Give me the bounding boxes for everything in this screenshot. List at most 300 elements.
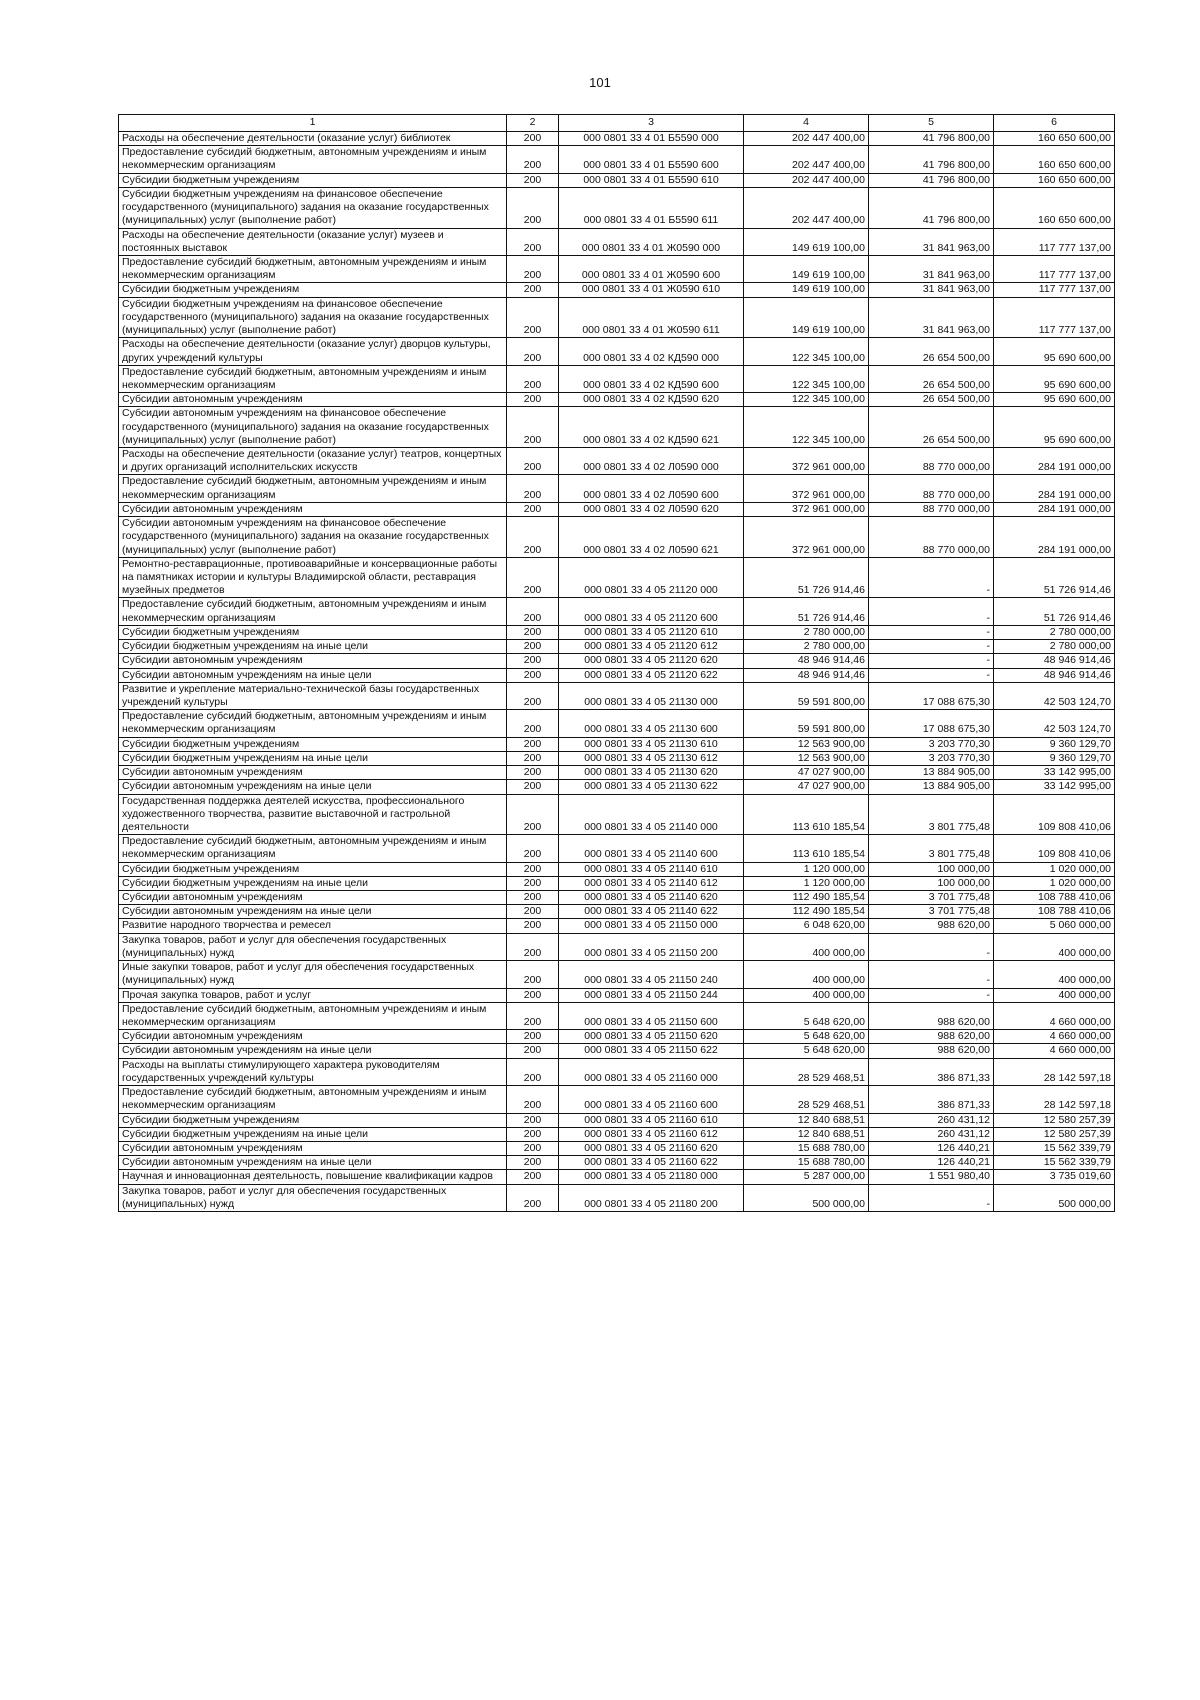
cell-budget-code: 000 0801 33 4 05 21150 244 — [559, 988, 744, 1002]
cell-admin-code: 200 — [507, 517, 559, 558]
cell-admin-code: 200 — [507, 1141, 559, 1155]
cell-budget-code: 000 0801 33 4 05 21180 200 — [559, 1184, 744, 1211]
cell-unexecuted: 33 142 995,00 — [994, 780, 1115, 794]
cell-admin-code: 200 — [507, 1113, 559, 1127]
cell-approved: 202 447 400,00 — [744, 146, 869, 173]
cell-approved: 15 688 780,00 — [744, 1156, 869, 1170]
cell-admin-code: 200 — [507, 737, 559, 751]
column-header-name: 1 — [119, 115, 507, 132]
table-row — [119, 1184, 1115, 1211]
cell-unexecuted: 12 580 257,39 — [994, 1127, 1115, 1141]
cell-budget-code: 000 0801 33 4 02 Л0590 621 — [559, 517, 744, 558]
cell-admin-code: 200 — [507, 1156, 559, 1170]
cell-executed: 88 770 000,00 — [869, 475, 994, 502]
cell-name: Субсидии бюджетным учреждениям — [119, 173, 507, 187]
table-row — [119, 682, 1115, 709]
cell-admin-code: 200 — [507, 1170, 559, 1184]
cell-name: Субсидии бюджетным учреждениям — [119, 737, 507, 751]
cell-approved: 113 610 185,54 — [744, 794, 869, 835]
cell-budget-code: 000 0801 33 4 05 21140 600 — [559, 835, 744, 862]
cell-executed: 386 871,33 — [869, 1086, 994, 1113]
cell-unexecuted: 117 777 137,00 — [994, 297, 1115, 338]
cell-unexecuted: 4 660 000,00 — [994, 1030, 1115, 1044]
cell-name: Субсидии бюджетным учреждениям на иные цели — [119, 876, 507, 890]
table-row — [119, 407, 1115, 448]
cell-executed: 126 440,21 — [869, 1141, 994, 1155]
cell-name: Предоставление субсидий бюджетным, автономным учреждениям и иным некоммерческим организациям — [119, 598, 507, 625]
table-row — [119, 598, 1115, 625]
cell-approved: 2 780 000,00 — [744, 625, 869, 639]
column-header-approved: 4 — [744, 115, 869, 132]
cell-executed: 988 620,00 — [869, 1030, 994, 1044]
table-row — [119, 862, 1115, 876]
cell-executed: 1 551 980,40 — [869, 1170, 994, 1184]
cell-executed: 31 841 963,00 — [869, 228, 994, 255]
cell-name: Субсидии автономным учреждениям на иные цели — [119, 780, 507, 794]
cell-executed: 988 620,00 — [869, 1044, 994, 1058]
cell-unexecuted: 160 650 600,00 — [994, 173, 1115, 187]
cell-admin-code: 200 — [507, 283, 559, 297]
cell-executed: 26 654 500,00 — [869, 393, 994, 407]
cell-approved: 122 345 100,00 — [744, 338, 869, 365]
cell-admin-code: 200 — [507, 146, 559, 173]
cell-budget-code: 000 0801 33 4 01 Ж0590 000 — [559, 228, 744, 255]
cell-executed: 26 654 500,00 — [869, 407, 994, 448]
cell-unexecuted: 108 788 410,06 — [994, 905, 1115, 919]
cell-unexecuted: 28 142 597,18 — [994, 1058, 1115, 1085]
cell-name: Субсидии бюджетным учреждениям — [119, 625, 507, 639]
cell-approved: 112 490 185,54 — [744, 905, 869, 919]
cell-admin-code: 200 — [507, 1184, 559, 1211]
cell-unexecuted: 95 690 600,00 — [994, 393, 1115, 407]
cell-budget-code: 000 0801 33 4 05 21150 240 — [559, 961, 744, 988]
cell-budget-code: 000 0801 33 4 05 21160 600 — [559, 1086, 744, 1113]
cell-unexecuted: 2 780 000,00 — [994, 640, 1115, 654]
cell-admin-code: 200 — [507, 710, 559, 737]
cell-name: Расходы на выплаты стимулирующего характера руководителям государственных учреждений культуры — [119, 1058, 507, 1085]
column-header-executed: 5 — [869, 115, 994, 132]
cell-budget-code: 000 0801 33 4 05 21120 620 — [559, 654, 744, 668]
cell-approved: 149 619 100,00 — [744, 297, 869, 338]
cell-unexecuted: 500 000,00 — [994, 1184, 1115, 1211]
table-row — [119, 625, 1115, 639]
cell-unexecuted: 95 690 600,00 — [994, 407, 1115, 448]
cell-admin-code: 200 — [507, 794, 559, 835]
cell-name: Развитие народного творчества и ремесел — [119, 919, 507, 933]
cell-budget-code: 000 0801 33 4 01 Б5590 600 — [559, 146, 744, 173]
table-header-row — [119, 115, 1115, 132]
cell-admin-code: 200 — [507, 132, 559, 146]
cell-admin-code: 200 — [507, 173, 559, 187]
cell-budget-code: 000 0801 33 4 01 Б5590 611 — [559, 187, 744, 228]
cell-unexecuted: 95 690 600,00 — [994, 338, 1115, 365]
table-row — [119, 988, 1115, 1002]
cell-admin-code: 200 — [507, 448, 559, 475]
cell-approved: 372 961 000,00 — [744, 475, 869, 502]
cell-unexecuted: 284 191 000,00 — [994, 502, 1115, 516]
cell-unexecuted: 4 660 000,00 — [994, 1044, 1115, 1058]
cell-approved: 149 619 100,00 — [744, 283, 869, 297]
cell-unexecuted: 109 808 410,06 — [994, 794, 1115, 835]
cell-name: Предоставление субсидий бюджетным, автономным учреждениям и иным некоммерческим организациям — [119, 255, 507, 282]
cell-admin-code: 200 — [507, 598, 559, 625]
cell-name: Научная и инновационная деятельность, повышение квалификации кадров — [119, 1170, 507, 1184]
table-row — [119, 297, 1115, 338]
cell-admin-code: 200 — [507, 625, 559, 639]
cell-admin-code: 200 — [507, 919, 559, 933]
cell-executed: 88 770 000,00 — [869, 448, 994, 475]
cell-executed: - — [869, 668, 994, 682]
cell-approved: 400 000,00 — [744, 961, 869, 988]
cell-approved: 372 961 000,00 — [744, 448, 869, 475]
cell-executed: 126 440,21 — [869, 1156, 994, 1170]
cell-approved: 202 447 400,00 — [744, 187, 869, 228]
cell-executed: 386 871,33 — [869, 1058, 994, 1085]
cell-budget-code: 000 0801 33 4 05 21120 000 — [559, 557, 744, 598]
cell-name: Предоставление субсидий бюджетным, автономным учреждениям и иным некоммерческим организациям — [119, 365, 507, 392]
cell-executed: 17 088 675,30 — [869, 710, 994, 737]
table-row — [119, 876, 1115, 890]
cell-budget-code: 000 0801 33 4 05 21130 622 — [559, 780, 744, 794]
table-row — [119, 1002, 1115, 1029]
cell-executed: - — [869, 640, 994, 654]
cell-unexecuted: 1 020 000,00 — [994, 876, 1115, 890]
cell-unexecuted: 15 562 339,79 — [994, 1141, 1115, 1155]
cell-executed: 26 654 500,00 — [869, 338, 994, 365]
cell-approved: 51 726 914,46 — [744, 557, 869, 598]
cell-admin-code: 200 — [507, 668, 559, 682]
table-row — [119, 1044, 1115, 1058]
table-row — [119, 766, 1115, 780]
cell-name: Субсидии бюджетным учреждениям — [119, 862, 507, 876]
cell-approved: 5 287 000,00 — [744, 1170, 869, 1184]
table-row — [119, 794, 1115, 835]
cell-name: Субсидии автономным учреждениям — [119, 891, 507, 905]
cell-executed: - — [869, 557, 994, 598]
cell-approved: 5 648 620,00 — [744, 1030, 869, 1044]
cell-executed: 31 841 963,00 — [869, 297, 994, 338]
table-row — [119, 751, 1115, 765]
cell-name: Субсидии бюджетным учреждениям на иные цели — [119, 640, 507, 654]
table-row — [119, 132, 1115, 146]
cell-name: Субсидии бюджетным учреждениям на финансовое обеспечение государственного (муниципального) задания на оказание государственных (муниципальных) услуг (выполнение работ) — [119, 297, 507, 338]
cell-admin-code: 200 — [507, 297, 559, 338]
cell-admin-code: 200 — [507, 187, 559, 228]
cell-budget-code: 000 0801 33 4 01 Б5590 000 — [559, 132, 744, 146]
cell-unexecuted: 95 690 600,00 — [994, 365, 1115, 392]
cell-admin-code: 200 — [507, 393, 559, 407]
table-row — [119, 1170, 1115, 1184]
cell-unexecuted: 284 191 000,00 — [994, 448, 1115, 475]
cell-admin-code: 200 — [507, 640, 559, 654]
cell-budget-code: 000 0801 33 4 01 Б5590 610 — [559, 173, 744, 187]
cell-budget-code: 000 0801 33 4 05 21140 620 — [559, 891, 744, 905]
cell-unexecuted: 48 946 914,46 — [994, 654, 1115, 668]
cell-executed: - — [869, 625, 994, 639]
cell-approved: 122 345 100,00 — [744, 365, 869, 392]
cell-admin-code: 200 — [507, 255, 559, 282]
cell-approved: 122 345 100,00 — [744, 407, 869, 448]
cell-executed: 988 620,00 — [869, 1002, 994, 1029]
cell-unexecuted: 117 777 137,00 — [994, 255, 1115, 282]
table-row — [119, 1086, 1115, 1113]
cell-budget-code: 000 0801 33 4 05 21130 612 — [559, 751, 744, 765]
cell-executed: 31 841 963,00 — [869, 283, 994, 297]
column-header-kbk: 3 — [559, 115, 744, 132]
table-row — [119, 173, 1115, 187]
cell-name: Предоставление субсидий бюджетным, автономным учреждениям и иным некоммерческим организациям — [119, 710, 507, 737]
page-number: 101 — [589, 75, 611, 90]
cell-unexecuted: 12 580 257,39 — [994, 1113, 1115, 1127]
cell-budget-code: 000 0801 33 4 05 21160 000 — [559, 1058, 744, 1085]
cell-executed: - — [869, 598, 994, 625]
cell-executed: 41 796 800,00 — [869, 187, 994, 228]
table-row — [119, 448, 1115, 475]
cell-admin-code: 200 — [507, 654, 559, 668]
cell-name: Предоставление субсидий бюджетным, автономным учреждениям и иным некоммерческим организациям — [119, 1002, 507, 1029]
cell-executed: 3 203 770,30 — [869, 737, 994, 751]
cell-approved: 149 619 100,00 — [744, 255, 869, 282]
cell-name: Предоставление субсидий бюджетным, автономным учреждениям и иным некоммерческим организациям — [119, 475, 507, 502]
cell-admin-code: 200 — [507, 407, 559, 448]
cell-approved: 28 529 468,51 — [744, 1058, 869, 1085]
cell-executed: 41 796 800,00 — [869, 146, 994, 173]
cell-admin-code: 200 — [507, 475, 559, 502]
cell-approved: 500 000,00 — [744, 1184, 869, 1211]
cell-approved: 400 000,00 — [744, 988, 869, 1002]
table-row — [119, 737, 1115, 751]
cell-budget-code: 000 0801 33 4 05 21140 622 — [559, 905, 744, 919]
cell-executed: 988 620,00 — [869, 919, 994, 933]
cell-admin-code: 200 — [507, 338, 559, 365]
cell-name: Субсидии автономным учреждениям на финансовое обеспечение государственного (муниципального) задания на оказание государственных (муниципальных) услуг (выполнение работ) — [119, 407, 507, 448]
cell-admin-code: 200 — [507, 228, 559, 255]
table-row — [119, 1141, 1115, 1155]
cell-approved: 47 027 900,00 — [744, 766, 869, 780]
cell-unexecuted: 51 726 914,46 — [994, 557, 1115, 598]
cell-admin-code: 200 — [507, 751, 559, 765]
cell-executed: 3 801 775,48 — [869, 794, 994, 835]
cell-admin-code: 200 — [507, 1058, 559, 1085]
cell-approved: 48 946 914,46 — [744, 654, 869, 668]
cell-approved: 122 345 100,00 — [744, 393, 869, 407]
cell-budget-code: 000 0801 33 4 05 21150 000 — [559, 919, 744, 933]
cell-unexecuted: 1 020 000,00 — [994, 862, 1115, 876]
cell-budget-code: 000 0801 33 4 02 Л0590 620 — [559, 502, 744, 516]
cell-name: Закупка товаров, работ и услуг для обеспечения государственных (муниципальных) нужд — [119, 1184, 507, 1211]
table-row — [119, 1058, 1115, 1085]
cell-executed: 3 801 775,48 — [869, 835, 994, 862]
cell-approved: 5 648 620,00 — [744, 1002, 869, 1029]
cell-budget-code: 000 0801 33 4 05 21140 000 — [559, 794, 744, 835]
cell-unexecuted: 160 650 600,00 — [994, 187, 1115, 228]
cell-admin-code: 200 — [507, 682, 559, 709]
cell-budget-code: 000 0801 33 4 02 КД590 620 — [559, 393, 744, 407]
cell-approved: 5 648 620,00 — [744, 1044, 869, 1058]
cell-admin-code: 200 — [507, 557, 559, 598]
cell-admin-code: 200 — [507, 1044, 559, 1058]
table-row — [119, 891, 1115, 905]
cell-budget-code: 000 0801 33 4 05 21150 622 — [559, 1044, 744, 1058]
cell-admin-code: 200 — [507, 891, 559, 905]
cell-name: Предоставление субсидий бюджетным, автономным учреждениям и иным некоммерческим организациям — [119, 835, 507, 862]
cell-budget-code: 000 0801 33 4 05 21130 610 — [559, 737, 744, 751]
cell-unexecuted: 3 735 019,60 — [994, 1170, 1115, 1184]
table-row — [119, 835, 1115, 862]
cell-name: Субсидии автономным учреждениям — [119, 1141, 507, 1155]
cell-approved: 1 120 000,00 — [744, 876, 869, 890]
cell-executed: 3 701 775,48 — [869, 891, 994, 905]
budget-table — [118, 114, 1115, 1212]
cell-unexecuted: 284 191 000,00 — [994, 517, 1115, 558]
table-row — [119, 668, 1115, 682]
cell-executed: 260 431,12 — [869, 1113, 994, 1127]
cell-name: Субсидии автономным учреждениям на иные цели — [119, 668, 507, 682]
cell-unexecuted: 28 142 597,18 — [994, 1086, 1115, 1113]
cell-budget-code: 000 0801 33 4 05 21150 620 — [559, 1030, 744, 1044]
cell-admin-code: 200 — [507, 933, 559, 960]
cell-approved: 113 610 185,54 — [744, 835, 869, 862]
cell-approved: 202 447 400,00 — [744, 132, 869, 146]
cell-name: Расходы на обеспечение деятельности (оказание услуг) дворцов культуры, других учреждений культуры — [119, 338, 507, 365]
cell-name: Субсидии автономным учреждениям на иные цели — [119, 1044, 507, 1058]
cell-name: Субсидии автономным учреждениям — [119, 502, 507, 516]
cell-admin-code: 200 — [507, 876, 559, 890]
cell-admin-code: 200 — [507, 961, 559, 988]
table-row — [119, 710, 1115, 737]
cell-unexecuted: 42 503 124,70 — [994, 682, 1115, 709]
cell-approved: 15 688 780,00 — [744, 1141, 869, 1155]
cell-name: Субсидии автономным учреждениям — [119, 393, 507, 407]
cell-budget-code: 000 0801 33 4 05 21160 620 — [559, 1141, 744, 1155]
cell-budget-code: 000 0801 33 4 01 Ж0590 600 — [559, 255, 744, 282]
cell-executed: 3 203 770,30 — [869, 751, 994, 765]
cell-name: Расходы на обеспечение деятельности (оказание услуг) библиотек — [119, 132, 507, 146]
table-row — [119, 338, 1115, 365]
cell-admin-code: 200 — [507, 1002, 559, 1029]
cell-approved: 51 726 914,46 — [744, 598, 869, 625]
cell-budget-code: 000 0801 33 4 05 21120 610 — [559, 625, 744, 639]
cell-unexecuted: 2 780 000,00 — [994, 625, 1115, 639]
cell-admin-code: 200 — [507, 835, 559, 862]
table-row — [119, 905, 1115, 919]
cell-admin-code: 200 — [507, 1030, 559, 1044]
cell-name: Закупка товаров, работ и услуг для обеспечения государственных (муниципальных) нужд — [119, 933, 507, 960]
table-row — [119, 255, 1115, 282]
cell-name: Субсидии автономным учреждениям — [119, 654, 507, 668]
cell-executed: - — [869, 654, 994, 668]
cell-budget-code: 000 0801 33 4 05 21130 000 — [559, 682, 744, 709]
cell-name: Расходы на обеспечение деятельности (оказание услуг) театров, концертных и других организаций исполнительских искусств — [119, 448, 507, 475]
table-row — [119, 557, 1115, 598]
cell-executed: 3 701 775,48 — [869, 905, 994, 919]
cell-executed: - — [869, 933, 994, 960]
cell-name: Развитие и укрепление материально-технической базы государственных учреждений культуры — [119, 682, 507, 709]
table-row — [119, 475, 1115, 502]
cell-budget-code: 000 0801 33 4 05 21120 612 — [559, 640, 744, 654]
table-row — [119, 933, 1115, 960]
table-row — [119, 961, 1115, 988]
column-header-unexecuted: 6 — [994, 115, 1115, 132]
cell-admin-code: 200 — [507, 862, 559, 876]
cell-name: Субсидии бюджетным учреждениям на иные цели — [119, 751, 507, 765]
cell-approved: 48 946 914,46 — [744, 668, 869, 682]
cell-approved: 28 529 468,51 — [744, 1086, 869, 1113]
cell-executed: 88 770 000,00 — [869, 502, 994, 516]
cell-approved: 12 563 900,00 — [744, 751, 869, 765]
cell-budget-code: 000 0801 33 4 01 Ж0590 610 — [559, 283, 744, 297]
cell-approved: 1 120 000,00 — [744, 862, 869, 876]
table-row — [119, 502, 1115, 516]
cell-budget-code: 000 0801 33 4 05 21180 000 — [559, 1170, 744, 1184]
cell-executed: - — [869, 1184, 994, 1211]
cell-admin-code: 200 — [507, 766, 559, 780]
cell-name: Ремонтно-реставрационные, противоаварийные и консервационные работы на памятниках истории и культуры Владимирской области, реставрация музейных предметов — [119, 557, 507, 598]
cell-name: Субсидии автономным учреждениям на финансовое обеспечение государственного (муниципального) задания на оказание государственных (муниципальных) услуг (выполнение работ) — [119, 517, 507, 558]
cell-approved: 6 048 620,00 — [744, 919, 869, 933]
cell-budget-code: 000 0801 33 4 05 21150 200 — [559, 933, 744, 960]
cell-executed: 100 000,00 — [869, 876, 994, 890]
cell-name: Субсидии бюджетным учреждениям — [119, 283, 507, 297]
cell-executed: 260 431,12 — [869, 1127, 994, 1141]
table-row — [119, 1156, 1115, 1170]
cell-unexecuted: 15 562 339,79 — [994, 1156, 1115, 1170]
cell-budget-code: 000 0801 33 4 02 Л0590 000 — [559, 448, 744, 475]
table-row — [119, 283, 1115, 297]
table-row — [119, 393, 1115, 407]
cell-unexecuted: 400 000,00 — [994, 933, 1115, 960]
cell-name: Предоставление субсидий бюджетным, автономным учреждениям и иным некоммерческим организациям — [119, 146, 507, 173]
cell-unexecuted: 4 660 000,00 — [994, 1002, 1115, 1029]
cell-executed: 41 796 800,00 — [869, 173, 994, 187]
cell-approved: 12 563 900,00 — [744, 737, 869, 751]
cell-unexecuted: 400 000,00 — [994, 961, 1115, 988]
table-row — [119, 1030, 1115, 1044]
table-row — [119, 517, 1115, 558]
cell-executed: 88 770 000,00 — [869, 517, 994, 558]
cell-name: Субсидии бюджетным учреждениям — [119, 1113, 507, 1127]
cell-name: Субсидии бюджетным учреждениям на финансовое обеспечение государственного (муниципального) задания на оказание государственных (муниципальных) услуг (выполнение работ) — [119, 187, 507, 228]
cell-approved: 47 027 900,00 — [744, 780, 869, 794]
cell-name: Расходы на обеспечение деятельности (оказание услуг) музеев и постоянных выставок — [119, 228, 507, 255]
cell-admin-code: 200 — [507, 905, 559, 919]
cell-budget-code: 000 0801 33 4 05 21120 622 — [559, 668, 744, 682]
cell-approved: 149 619 100,00 — [744, 228, 869, 255]
cell-executed: 13 884 905,00 — [869, 780, 994, 794]
cell-approved: 112 490 185,54 — [744, 891, 869, 905]
cell-approved: 12 840 688,51 — [744, 1113, 869, 1127]
table-row — [119, 1127, 1115, 1141]
cell-name: Субсидии автономным учреждениям на иные цели — [119, 905, 507, 919]
cell-executed: 26 654 500,00 — [869, 365, 994, 392]
cell-budget-code: 000 0801 33 4 02 КД590 000 — [559, 338, 744, 365]
cell-name: Прочая закупка товаров, работ и услуг — [119, 988, 507, 1002]
cell-executed: 100 000,00 — [869, 862, 994, 876]
cell-executed: 17 088 675,30 — [869, 682, 994, 709]
cell-unexecuted: 160 650 600,00 — [994, 146, 1115, 173]
cell-approved: 202 447 400,00 — [744, 173, 869, 187]
table-row — [119, 654, 1115, 668]
cell-executed: 13 884 905,00 — [869, 766, 994, 780]
cell-executed: 41 796 800,00 — [869, 132, 994, 146]
cell-approved: 12 840 688,51 — [744, 1127, 869, 1141]
cell-unexecuted: 160 650 600,00 — [994, 132, 1115, 146]
cell-approved: 372 961 000,00 — [744, 502, 869, 516]
cell-budget-code: 000 0801 33 4 05 21150 600 — [559, 1002, 744, 1029]
cell-budget-code: 000 0801 33 4 02 Л0590 600 — [559, 475, 744, 502]
cell-budget-code: 000 0801 33 4 05 21160 610 — [559, 1113, 744, 1127]
cell-name: Субсидии автономным учреждениям — [119, 766, 507, 780]
